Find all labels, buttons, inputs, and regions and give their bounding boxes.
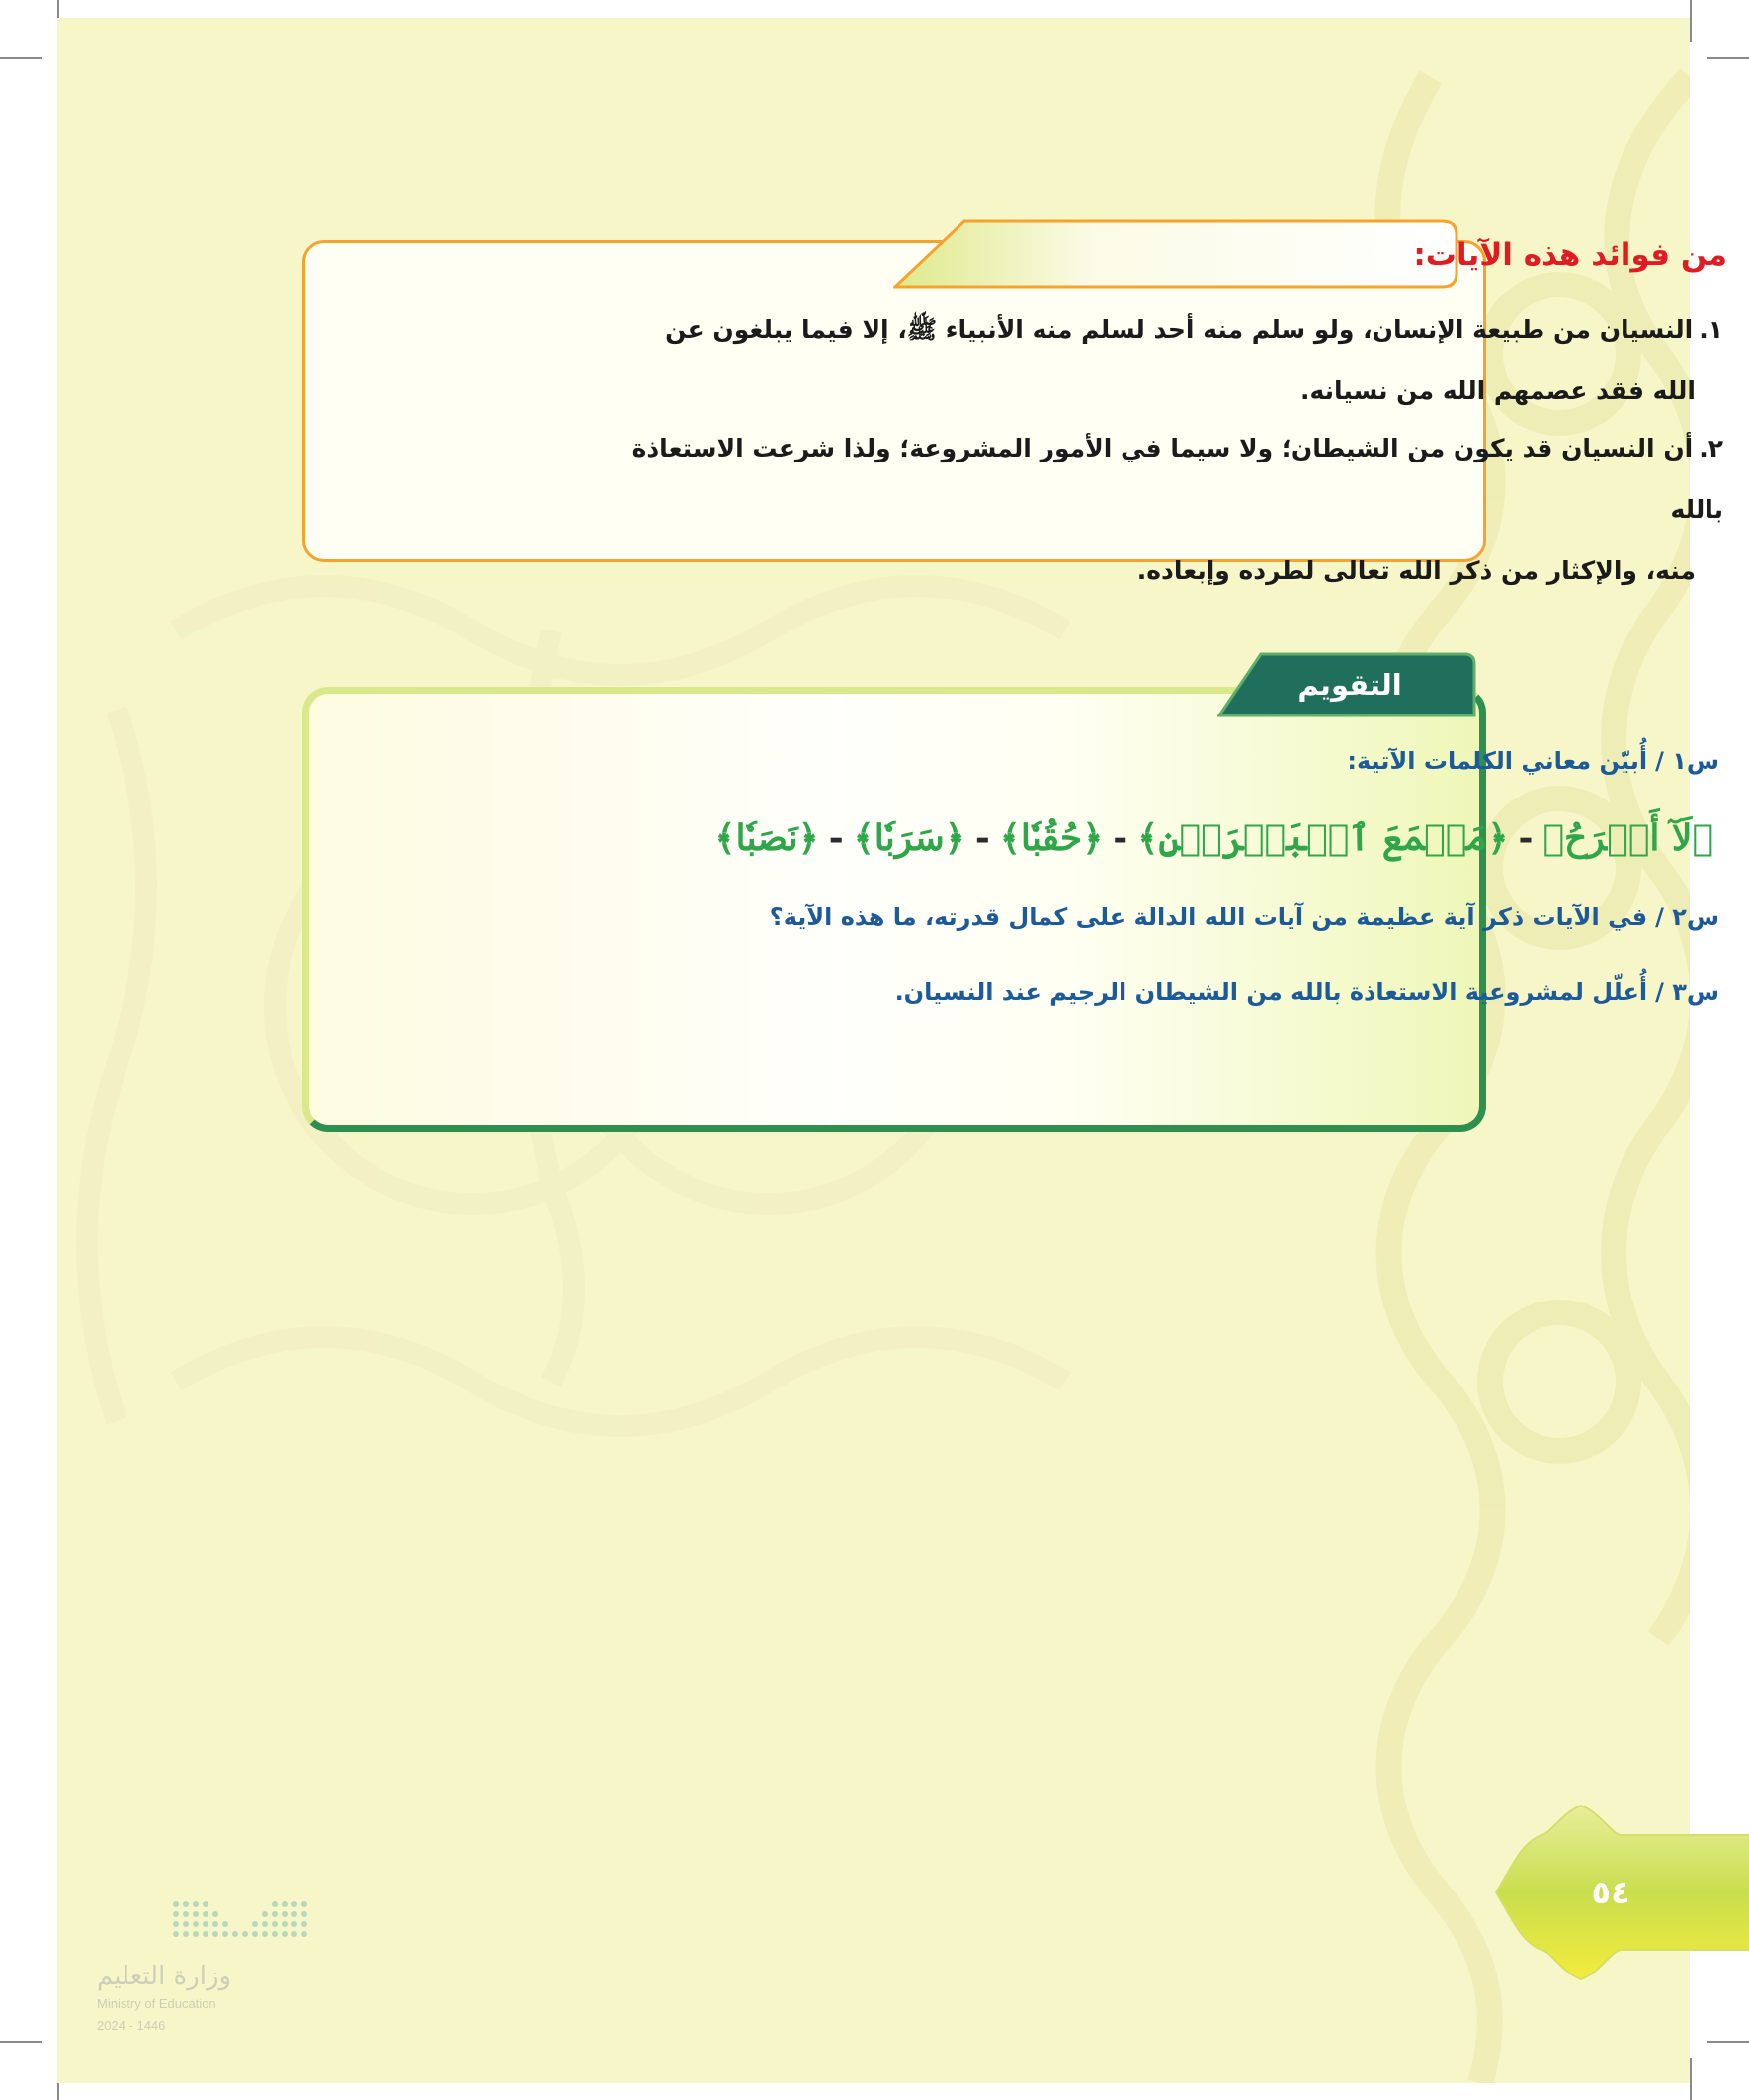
benefits-title: من فوائد هذه الآيات: xyxy=(1413,237,1727,273)
crop-mark xyxy=(1707,57,1749,59)
benefit-text: منه، والإكثار من ذكر الله تعالى لطرده وإبعاده. xyxy=(1136,556,1696,585)
evaluation-title: التقويم xyxy=(1297,668,1402,702)
ornate-bracket-close: ﴾ xyxy=(853,817,874,859)
word-separator: - xyxy=(1113,817,1128,859)
crop-mark xyxy=(0,2041,42,2043)
question-3 xyxy=(583,972,1719,1012)
crop-mark xyxy=(0,57,42,59)
question-2 xyxy=(583,897,1719,937)
quran-word: مَجۡمَعَ ٱلۡبَحۡرَيۡنِ xyxy=(1158,817,1488,859)
crop-mark xyxy=(1690,0,1692,42)
ministry-name-ar: وزارة التعليم xyxy=(97,1962,232,1991)
ornate-bracket-close: ﴾ xyxy=(714,817,736,859)
quran-word: نَصَبٗا xyxy=(735,817,798,859)
ministry-year: 2024 - 1446 xyxy=(97,2018,166,2033)
quran-words-list xyxy=(587,808,1713,868)
word-separator: - xyxy=(828,817,844,859)
benefit-item-1 xyxy=(587,299,1723,422)
question-text: أُعلّل لمشروعية الاستعاذة بالله من الشيطان الرجيم عند النسيان. xyxy=(894,978,1648,1006)
benefit-number: ٢. xyxy=(1699,434,1723,462)
benefit-text: أن النسيان قد يكون من الشيطان؛ ولا سيما في الأمور المشروعة؛ ولذا شرعت الاستعاذة بالله xyxy=(631,434,1723,524)
ornate-bracket-open: ﴿ xyxy=(1082,817,1104,859)
ornate-bracket-open: ﴿ xyxy=(1692,817,1713,859)
question-label: س١ / xyxy=(1655,747,1719,775)
benefit-text: النسيان من طبيعة الإنسان، ولو سلم منه أحد لسلم منه الأنبياء ﷺ، إلا فيما يبلغون عن xyxy=(665,315,1694,344)
crop-mark xyxy=(1690,2058,1692,2100)
question-text: أُبيّن معاني الكلمات الآتية: xyxy=(1347,747,1648,775)
ornate-bracket-open: ﴿ xyxy=(1487,817,1509,859)
ornate-bracket-close: ﴾ xyxy=(1137,817,1159,859)
ornate-bracket-open: ﴿ xyxy=(797,817,819,859)
benefit-item-2 xyxy=(587,418,1723,602)
quran-word: حُقُبٗا xyxy=(1020,817,1083,859)
benefit-text: الله فقد عصمهم الله من نسيانه. xyxy=(1300,377,1696,405)
word-separator: - xyxy=(1518,817,1534,859)
word-separator: - xyxy=(974,817,990,859)
question-text: في الآيات ذكر آية عظيمة من آيات الله الدالة على كمال قدرته، ما هذه الآية؟ xyxy=(769,903,1648,931)
crop-mark xyxy=(1707,2041,1749,2043)
ornate-bracket-close: ﴾ xyxy=(1542,817,1565,859)
benefit-number: ١. xyxy=(1699,315,1723,344)
question-label: س٣ / xyxy=(1655,978,1719,1006)
ornate-bracket-close: ﴾ xyxy=(999,817,1021,859)
ministry-name-en: Ministry of Education xyxy=(97,1996,216,2011)
question-1 xyxy=(583,741,1719,781)
page-number: ٥٤ xyxy=(1591,1874,1630,1911)
question-label: س٢ / xyxy=(1655,903,1719,931)
ornate-bracket-open: ﴿ xyxy=(944,817,965,859)
quran-word: لَآ أَبۡرَحُ xyxy=(1564,817,1693,859)
quran-word: سَرَبٗا xyxy=(874,817,945,859)
